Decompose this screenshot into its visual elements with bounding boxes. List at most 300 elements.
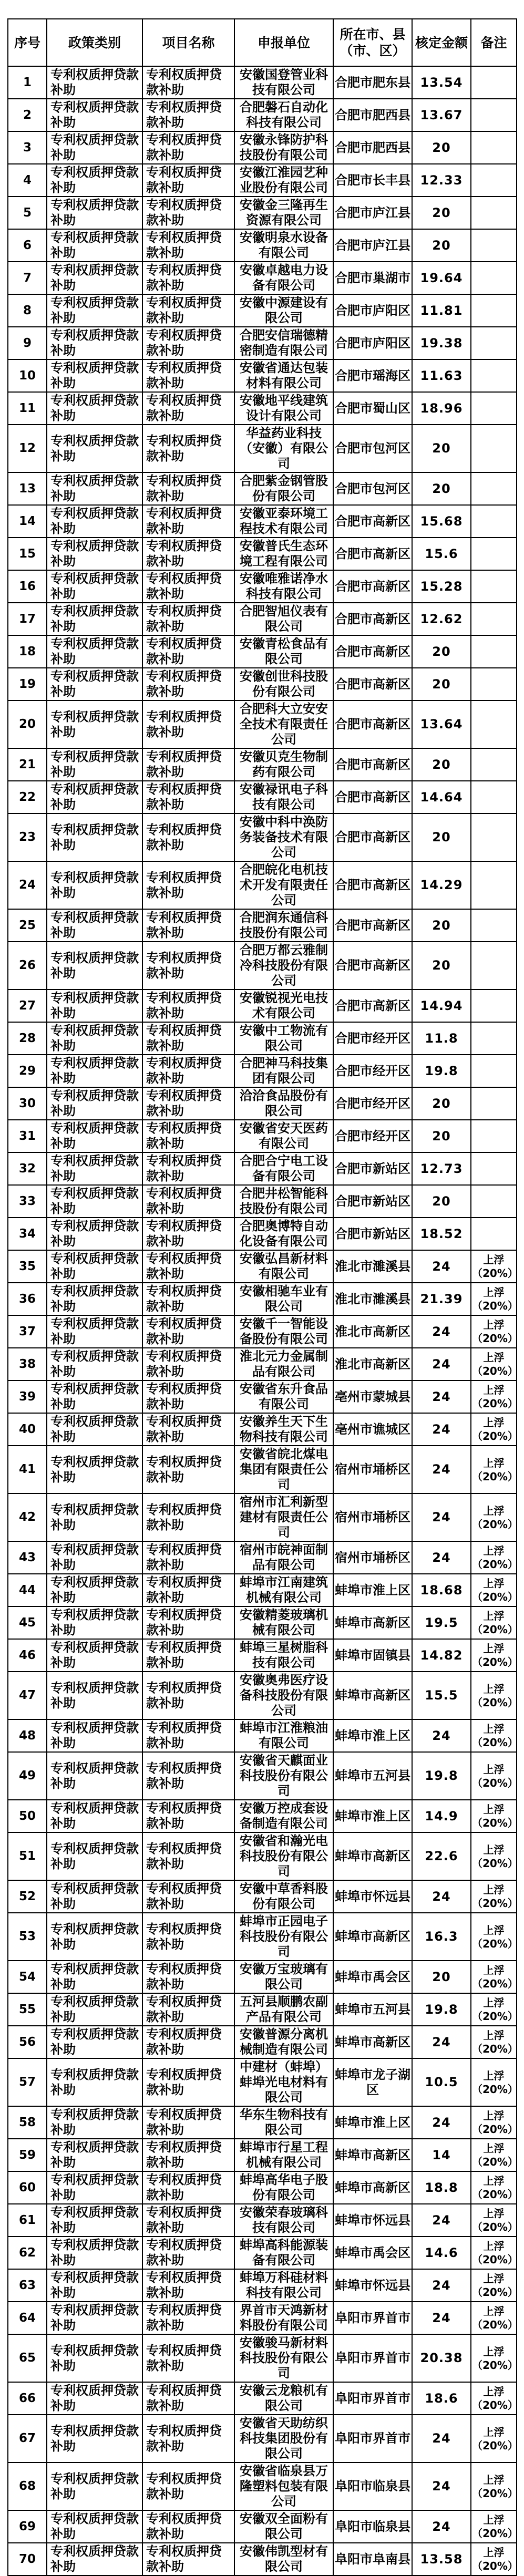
table-row [8, 1055, 517, 1087]
table-row [8, 1574, 517, 1606]
policy-category-cell: 专利权质押贷款补助 [47, 1315, 142, 1348]
remark-cell: 上浮（20%） [471, 2543, 517, 2575]
table-row [8, 1250, 517, 1283]
remark-cell [471, 505, 517, 538]
policy-category-cell: 专利权质押贷款补助 [47, 327, 142, 359]
policy-category-cell: 专利权质押贷款补助 [47, 1087, 142, 1120]
project-name-cell: 专利权质押贷款补助 [142, 1413, 234, 1446]
company-cell: 安徽省东升食品有限公司 [234, 1380, 333, 1413]
amount-cell: 19.8 [412, 1993, 471, 2026]
city-cell: 合肥市经开区 [333, 1087, 412, 1120]
serial-cell: 2 [8, 99, 47, 131]
serial-cell: 43 [8, 1541, 47, 1574]
table-row [8, 2302, 517, 2334]
serial-cell: 10 [8, 359, 47, 392]
header-location: 所在市、县（市、区） [333, 19, 412, 66]
remark-cell [471, 1055, 517, 1087]
amount-cell: 20 [412, 229, 471, 262]
amount-cell: 24 [412, 2415, 471, 2462]
remark-cell: 上浮（20%） [471, 1315, 517, 1348]
amount-cell: 20 [412, 813, 471, 861]
project-name-cell: 专利权质押贷款补助 [142, 327, 234, 359]
remark-cell: 上浮（20%） [471, 2237, 517, 2269]
amount-cell: 19.64 [412, 262, 471, 294]
amount-cell: 24 [412, 2026, 471, 2058]
city-cell: 宿州市埇桥区 [333, 1493, 412, 1541]
city-cell: 蚌埠市高新区 [333, 1606, 412, 1639]
policy-category-cell: 专利权质押贷款补助 [47, 1185, 142, 1218]
amount-cell: 20 [412, 472, 471, 505]
serial-cell: 46 [8, 1639, 47, 1672]
policy-category-cell: 专利权质押贷款补助 [47, 1250, 142, 1283]
remark-cell [471, 990, 517, 1022]
project-name-cell: 专利权质押贷款补助 [142, 1672, 234, 1719]
company-cell: 蚌埠三星树脂科技有限公司 [234, 1639, 333, 1672]
project-name-cell: 专利权质押贷款补助 [142, 359, 234, 392]
city-cell: 合肥市肥东县 [333, 66, 412, 99]
city-cell: 蚌埠市淮上区 [333, 1800, 412, 1832]
amount-cell: 20 [412, 909, 471, 942]
amount-cell: 20.38 [412, 2334, 471, 2382]
remark-cell: 上浮（20%） [471, 2171, 517, 2204]
amount-cell: 24 [412, 1348, 471, 1380]
table-row [8, 942, 517, 990]
serial-cell: 64 [8, 2302, 47, 2334]
project-name-cell: 专利权质押贷款补助 [142, 1250, 234, 1283]
city-cell: 宿州市埇桥区 [333, 1541, 412, 1574]
company-cell: 安徽金三隆再生资源有限公司 [234, 197, 333, 229]
amount-cell: 14 [412, 2139, 471, 2171]
project-name-cell: 专利权质押贷款补助 [142, 603, 234, 635]
table-row [8, 425, 517, 472]
policy-category-cell: 专利权质押贷款补助 [47, 1413, 142, 1446]
project-name-cell: 专利权质押贷款补助 [142, 2106, 234, 2139]
remark-cell: 上浮（20%） [471, 1574, 517, 1606]
policy-category-cell: 专利权质押贷款补助 [47, 1022, 142, 1055]
remark-cell: 上浮（20%） [471, 1719, 517, 1752]
serial-cell: 53 [8, 1913, 47, 1961]
city-cell: 合肥市高新区 [333, 603, 412, 635]
policy-category-cell: 专利权质押贷款补助 [47, 262, 142, 294]
table-row [8, 990, 517, 1022]
company-cell: 蚌埠市行星工程机械有限公司 [234, 2139, 333, 2171]
company-cell: 安徽省通达包装材料有限公司 [234, 359, 333, 392]
project-name-cell: 专利权质押贷款补助 [142, 1913, 234, 1961]
table-row [8, 1120, 517, 1152]
policy-category-cell: 专利权质押贷款补助 [47, 1120, 142, 1152]
amount-cell: 24 [412, 1493, 471, 1541]
header-approved-amount: 核定金额 [412, 19, 471, 66]
project-name-cell: 专利权质押贷款补助 [142, 392, 234, 425]
city-cell: 蚌埠市怀远县 [333, 2269, 412, 2302]
serial-cell: 18 [8, 635, 47, 668]
serial-cell: 35 [8, 1250, 47, 1283]
remark-cell: 上浮（20%） [471, 1380, 517, 1413]
city-cell: 合肥市庐江县 [333, 229, 412, 262]
company-cell: 安徽骏马新材料科技股份有限公司 [234, 2334, 333, 2382]
amount-cell: 15.6 [412, 538, 471, 570]
project-name-cell: 专利权质押贷款补助 [142, 2237, 234, 2269]
project-name-cell: 专利权质押贷款补助 [142, 164, 234, 197]
table-row [8, 1348, 517, 1380]
serial-cell: 3 [8, 131, 47, 164]
table-row [8, 1185, 517, 1218]
table-row [8, 164, 517, 197]
project-name-cell: 专利权质押贷款补助 [142, 294, 234, 327]
remark-cell [471, 99, 517, 131]
remark-cell: 上浮（20%） [471, 1800, 517, 1832]
project-name-cell: 专利权质押贷款补助 [142, 700, 234, 748]
table-row [8, 909, 517, 942]
policy-category-cell: 专利权质押贷款补助 [47, 748, 142, 781]
policy-category-cell: 专利权质押贷款补助 [47, 2139, 142, 2171]
serial-cell: 11 [8, 392, 47, 425]
company-cell: 蚌埠高科能源装备有限公司 [234, 2237, 333, 2269]
project-name-cell: 专利权质押贷款补助 [142, 2334, 234, 2382]
serial-cell: 22 [8, 781, 47, 813]
table-row [8, 1913, 517, 1961]
city-cell: 阜阳市阜南县 [333, 2543, 412, 2575]
project-name-cell: 专利权质押贷款补助 [142, 2510, 234, 2543]
company-cell: 蚌埠万科硅材料科技有限公司 [234, 2269, 333, 2302]
city-cell: 阜阳市界首市 [333, 2302, 412, 2334]
city-cell: 淮北市濉溪县 [333, 1283, 412, 1315]
serial-cell: 38 [8, 1348, 47, 1380]
city-cell: 合肥市肥西县 [333, 131, 412, 164]
table-row [8, 1880, 517, 1913]
amount-cell: 24 [412, 1315, 471, 1348]
policy-category-cell: 专利权质押贷款补助 [47, 66, 142, 99]
company-cell: 合肥智旭仪表有限公司 [234, 603, 333, 635]
amount-cell: 24 [412, 2204, 471, 2237]
city-cell: 合肥市高新区 [333, 700, 412, 748]
company-cell: 安徽江淮园艺种业股份有限公司 [234, 164, 333, 197]
remark-cell: 上浮（20%） [471, 1250, 517, 1283]
amount-cell: 20 [412, 748, 471, 781]
company-cell: 安徽唯雅诺净水科技有限公司 [234, 570, 333, 603]
city-cell: 阜阳市临泉县 [333, 2462, 412, 2510]
table-row [8, 2334, 517, 2382]
header-declaring-unit: 申报单位 [234, 19, 333, 66]
policy-category-cell: 专利权质押贷款补助 [47, 1283, 142, 1315]
project-name-cell: 专利权质押贷款补助 [142, 2171, 234, 2204]
amount-cell: 24 [412, 1413, 471, 1446]
amount-cell: 14.64 [412, 781, 471, 813]
policy-category-cell: 专利权质押贷款补助 [47, 2204, 142, 2237]
policy-category-cell: 专利权质押贷款补助 [47, 1541, 142, 1574]
city-cell: 合肥市新站区 [333, 1185, 412, 1218]
project-name-cell: 专利权质押贷款补助 [142, 1022, 234, 1055]
company-cell: 蚌埠市江南建筑机械有限公司 [234, 1574, 333, 1606]
city-cell: 蚌埠市五河县 [333, 1752, 412, 1800]
city-cell: 合肥市包河区 [333, 425, 412, 472]
project-name-cell: 专利权质押贷款补助 [142, 1880, 234, 1913]
remark-cell [471, 1185, 517, 1218]
amount-cell: 24 [412, 1446, 471, 1493]
amount-cell: 14.94 [412, 990, 471, 1022]
serial-cell: 47 [8, 1672, 47, 1719]
amount-cell: 20 [412, 425, 471, 472]
policy-category-cell: 专利权质押贷款补助 [47, 505, 142, 538]
table-row [8, 99, 517, 131]
company-cell: 安徽中工物流有限公司 [234, 1022, 333, 1055]
table-row [8, 603, 517, 635]
project-name-cell: 专利权质押贷款补助 [142, 1832, 234, 1880]
city-cell: 合肥市高新区 [333, 635, 412, 668]
serial-cell: 20 [8, 700, 47, 748]
city-cell: 淮北市高新区 [333, 1315, 412, 1348]
city-cell: 蚌埠市淮上区 [333, 1719, 412, 1752]
city-cell: 合肥市高新区 [333, 909, 412, 942]
table-row [8, 472, 517, 505]
project-name-cell: 专利权质押贷款补助 [142, 990, 234, 1022]
company-cell: 安徽云龙粮机有限公司 [234, 2382, 333, 2415]
table-row [8, 197, 517, 229]
company-cell: 安徽养生天下生物科技有限公司 [234, 1413, 333, 1446]
company-cell: 安徽贝克生物制药有限公司 [234, 748, 333, 781]
remark-cell: 上浮（20%） [471, 1880, 517, 1913]
remark-cell [471, 1152, 517, 1185]
table-row [8, 1719, 517, 1752]
city-cell: 合肥市经开区 [333, 1120, 412, 1152]
serial-cell: 57 [8, 2058, 47, 2106]
policy-category-cell: 专利权质押贷款补助 [47, 2382, 142, 2415]
city-cell: 合肥市庐阳区 [333, 294, 412, 327]
table-row [8, 700, 517, 748]
serial-cell: 49 [8, 1752, 47, 1800]
policy-category-cell: 专利权质押贷款补助 [47, 2462, 142, 2510]
table-row [8, 2269, 517, 2302]
policy-category-cell: 专利权质押贷款补助 [47, 2302, 142, 2334]
serial-cell: 50 [8, 1800, 47, 1832]
table-row [8, 1413, 517, 1446]
remark-cell: 上浮（20%） [471, 2139, 517, 2171]
serial-cell: 30 [8, 1087, 47, 1120]
company-cell: 安徽普氏生态环境工程有限公司 [234, 538, 333, 570]
policy-category-cell: 专利权质押贷款补助 [47, 1218, 142, 1250]
company-cell: 安徽精菱玻璃机械有限公司 [234, 1606, 333, 1639]
remark-cell [471, 668, 517, 700]
project-name-cell: 专利权质押贷款补助 [142, 2139, 234, 2171]
serial-cell: 33 [8, 1185, 47, 1218]
city-cell: 蚌埠市高新区 [333, 1832, 412, 1880]
city-cell: 阜阳市界首市 [333, 2334, 412, 2382]
remark-cell [471, 131, 517, 164]
project-name-cell: 专利权质押贷款补助 [142, 2269, 234, 2302]
serial-cell: 60 [8, 2171, 47, 2204]
policy-category-cell: 专利权质押贷款补助 [47, 990, 142, 1022]
project-name-cell: 专利权质押贷款补助 [142, 1055, 234, 1087]
policy-category-cell: 专利权质押贷款补助 [47, 861, 142, 909]
city-cell: 合肥市高新区 [333, 990, 412, 1022]
project-name-cell: 专利权质押贷款补助 [142, 131, 234, 164]
city-cell: 蚌埠市高新区 [333, 1672, 412, 1719]
policy-category-cell: 专利权质押贷款补助 [47, 570, 142, 603]
table-row [8, 813, 517, 861]
remark-cell [471, 1120, 517, 1152]
policy-category-cell: 专利权质押贷款补助 [47, 1832, 142, 1880]
city-cell: 阜阳市临泉县 [333, 2510, 412, 2543]
table-row [8, 262, 517, 294]
city-cell: 蚌埠市怀远县 [333, 1880, 412, 1913]
project-name-cell: 专利权质押贷款补助 [142, 781, 234, 813]
remark-cell: 上浮（20%） [471, 2269, 517, 2302]
company-cell: 安徽省天麒面业科技股份有限公司 [234, 1752, 333, 1800]
remark-cell: 上浮（20%） [471, 1541, 517, 1574]
amount-cell: 20 [412, 1961, 471, 1993]
serial-cell: 26 [8, 942, 47, 990]
policy-category-cell: 专利权质押贷款补助 [47, 197, 142, 229]
city-cell: 蚌埠市固镇县 [333, 1639, 412, 1672]
project-name-cell: 专利权质押贷款补助 [142, 748, 234, 781]
amount-cell: 18.8 [412, 2171, 471, 2204]
table-row [8, 2510, 517, 2543]
amount-cell: 13.58 [412, 2543, 471, 2575]
company-cell: 安徽亚泰环境工程技术有限公司 [234, 505, 333, 538]
company-cell: 安徽青松食品有限公司 [234, 635, 333, 668]
serial-cell: 1 [8, 66, 47, 99]
company-cell: 合肥奥博特自动化设备有限公司 [234, 1218, 333, 1250]
remark-cell: 上浮（20%） [471, 1752, 517, 1800]
serial-cell: 67 [8, 2415, 47, 2462]
amount-cell: 24 [412, 2302, 471, 2334]
company-cell: 合肥井松智能科技股份有限公司 [234, 1185, 333, 1218]
table-row [8, 1218, 517, 1250]
city-cell: 合肥市高新区 [333, 781, 412, 813]
table-row [8, 1493, 517, 1541]
remark-cell [471, 1022, 517, 1055]
project-name-cell: 专利权质押贷款补助 [142, 2462, 234, 2510]
table-row [8, 66, 517, 99]
table-row [8, 1832, 517, 1880]
city-cell: 合肥市包河区 [333, 472, 412, 505]
remark-cell: 上浮（20%） [471, 2026, 517, 2058]
serial-cell: 24 [8, 861, 47, 909]
serial-cell: 58 [8, 2106, 47, 2139]
table-row [8, 1606, 517, 1639]
amount-cell: 15.5 [412, 1672, 471, 1719]
policy-category-cell: 专利权质押贷款补助 [47, 2026, 142, 2058]
policy-category-cell: 专利权质押贷款补助 [47, 635, 142, 668]
remark-cell [471, 229, 517, 262]
company-cell: 安徽创世科技股份有限公司 [234, 668, 333, 700]
project-name-cell: 专利权质押贷款补助 [142, 1315, 234, 1348]
remark-cell: 上浮（20%） [471, 2334, 517, 2382]
table-row [8, 2382, 517, 2415]
amount-cell: 24 [412, 1380, 471, 1413]
table-row [8, 131, 517, 164]
table-row [8, 1283, 517, 1315]
city-cell: 亳州市蒙城县 [333, 1380, 412, 1413]
remark-cell [471, 425, 517, 472]
city-cell: 合肥市瑶海区 [333, 359, 412, 392]
project-name-cell: 专利权质押贷款补助 [142, 1752, 234, 1800]
city-cell: 合肥市肥西县 [333, 99, 412, 131]
company-cell: 蚌埠高华电子股份有限公司 [234, 2171, 333, 2204]
serial-cell: 56 [8, 2026, 47, 2058]
company-cell: 宿州市汇利新型建材有限责任公司 [234, 1493, 333, 1541]
project-name-cell: 专利权质押贷款补助 [142, 1574, 234, 1606]
company-cell: 安徽相驰车业有限公司 [234, 1283, 333, 1315]
table-row [8, 1446, 517, 1493]
project-name-cell: 专利权质押贷款补助 [142, 1120, 234, 1152]
table-row [8, 2415, 517, 2462]
city-cell: 淮北市濉溪县 [333, 1250, 412, 1283]
company-cell: 安徽省皖北煤电集团有限责任公司 [234, 1446, 333, 1493]
policy-category-cell: 专利权质押贷款补助 [47, 2058, 142, 2106]
table-row [8, 359, 517, 392]
policy-category-cell: 专利权质押贷款补助 [47, 392, 142, 425]
policy-category-cell: 专利权质押贷款补助 [47, 538, 142, 570]
policy-category-cell: 专利权质押贷款补助 [47, 1672, 142, 1719]
city-cell: 合肥市高新区 [333, 861, 412, 909]
project-name-cell: 专利权质押贷款补助 [142, 1185, 234, 1218]
project-name-cell: 专利权质押贷款补助 [142, 2382, 234, 2415]
company-cell: 华东生物科技有限公司 [234, 2106, 333, 2139]
remark-cell [471, 1087, 517, 1120]
remark-cell: 上浮（20%） [471, 1283, 517, 1315]
city-cell: 合肥市巢湖市 [333, 262, 412, 294]
project-name-cell: 专利权质押贷款补助 [142, 197, 234, 229]
table-row [8, 1639, 517, 1672]
policy-category-cell: 专利权质押贷款补助 [47, 1639, 142, 1672]
policy-category-cell: 专利权质押贷款补助 [47, 942, 142, 990]
patent-pledge-loan-subsidy-table [7, 18, 517, 2576]
table-row [8, 2058, 517, 2106]
project-name-cell: 专利权质押贷款补助 [142, 2026, 234, 2058]
project-name-cell: 专利权质押贷款补助 [142, 505, 234, 538]
company-cell: 安徽锐视光电技术有限公司 [234, 990, 333, 1022]
company-cell: 安徽省临泉县万隆塑料包装有限公司 [234, 2462, 333, 2510]
remark-cell: 上浮（20%） [471, 2058, 517, 2106]
amount-cell: 24 [412, 1250, 471, 1283]
project-name-cell: 专利权质押贷款补助 [142, 1541, 234, 1574]
remark-cell: 上浮（20%） [471, 2510, 517, 2543]
amount-cell: 20 [412, 1087, 471, 1120]
serial-cell: 17 [8, 603, 47, 635]
serial-cell: 14 [8, 505, 47, 538]
company-cell: 合肥神马科技集团有限公司 [234, 1055, 333, 1087]
serial-cell: 62 [8, 2237, 47, 2269]
policy-category-cell: 专利权质押贷款补助 [47, 164, 142, 197]
remark-cell [471, 700, 517, 748]
table-row [8, 229, 517, 262]
serial-cell: 66 [8, 2382, 47, 2415]
company-cell: 界首市天鸿新材料股份有限公司 [234, 2302, 333, 2334]
serial-cell: 32 [8, 1152, 47, 1185]
amount-cell: 24 [412, 1541, 471, 1574]
policy-category-cell: 专利权质押贷款补助 [47, 1446, 142, 1493]
company-cell: 安徽中科中涣防务装备技术有限公司 [234, 813, 333, 861]
project-name-cell: 专利权质押贷款补助 [142, 909, 234, 942]
company-cell: 合肥磐石自动化科技有限公司 [234, 99, 333, 131]
remark-cell [471, 861, 517, 909]
policy-category-cell: 专利权质押贷款补助 [47, 2237, 142, 2269]
policy-category-cell: 专利权质押贷款补助 [47, 668, 142, 700]
table-row [8, 327, 517, 359]
serial-cell: 9 [8, 327, 47, 359]
policy-category-cell: 专利权质押贷款补助 [47, 472, 142, 505]
project-name-cell: 专利权质押贷款补助 [142, 472, 234, 505]
amount-cell: 24 [412, 1880, 471, 1913]
company-cell: 安徽禄讯电子科技有限公司 [234, 781, 333, 813]
remark-cell: 上浮（20%） [471, 1348, 517, 1380]
project-name-cell: 专利权质押贷款补助 [142, 99, 234, 131]
project-name-cell: 专利权质押贷款补助 [142, 813, 234, 861]
serial-cell: 25 [8, 909, 47, 942]
company-cell: 安徽省安天医药有限公司 [234, 1120, 333, 1152]
company-cell: 淮北元力金属制品有限公司 [234, 1348, 333, 1380]
